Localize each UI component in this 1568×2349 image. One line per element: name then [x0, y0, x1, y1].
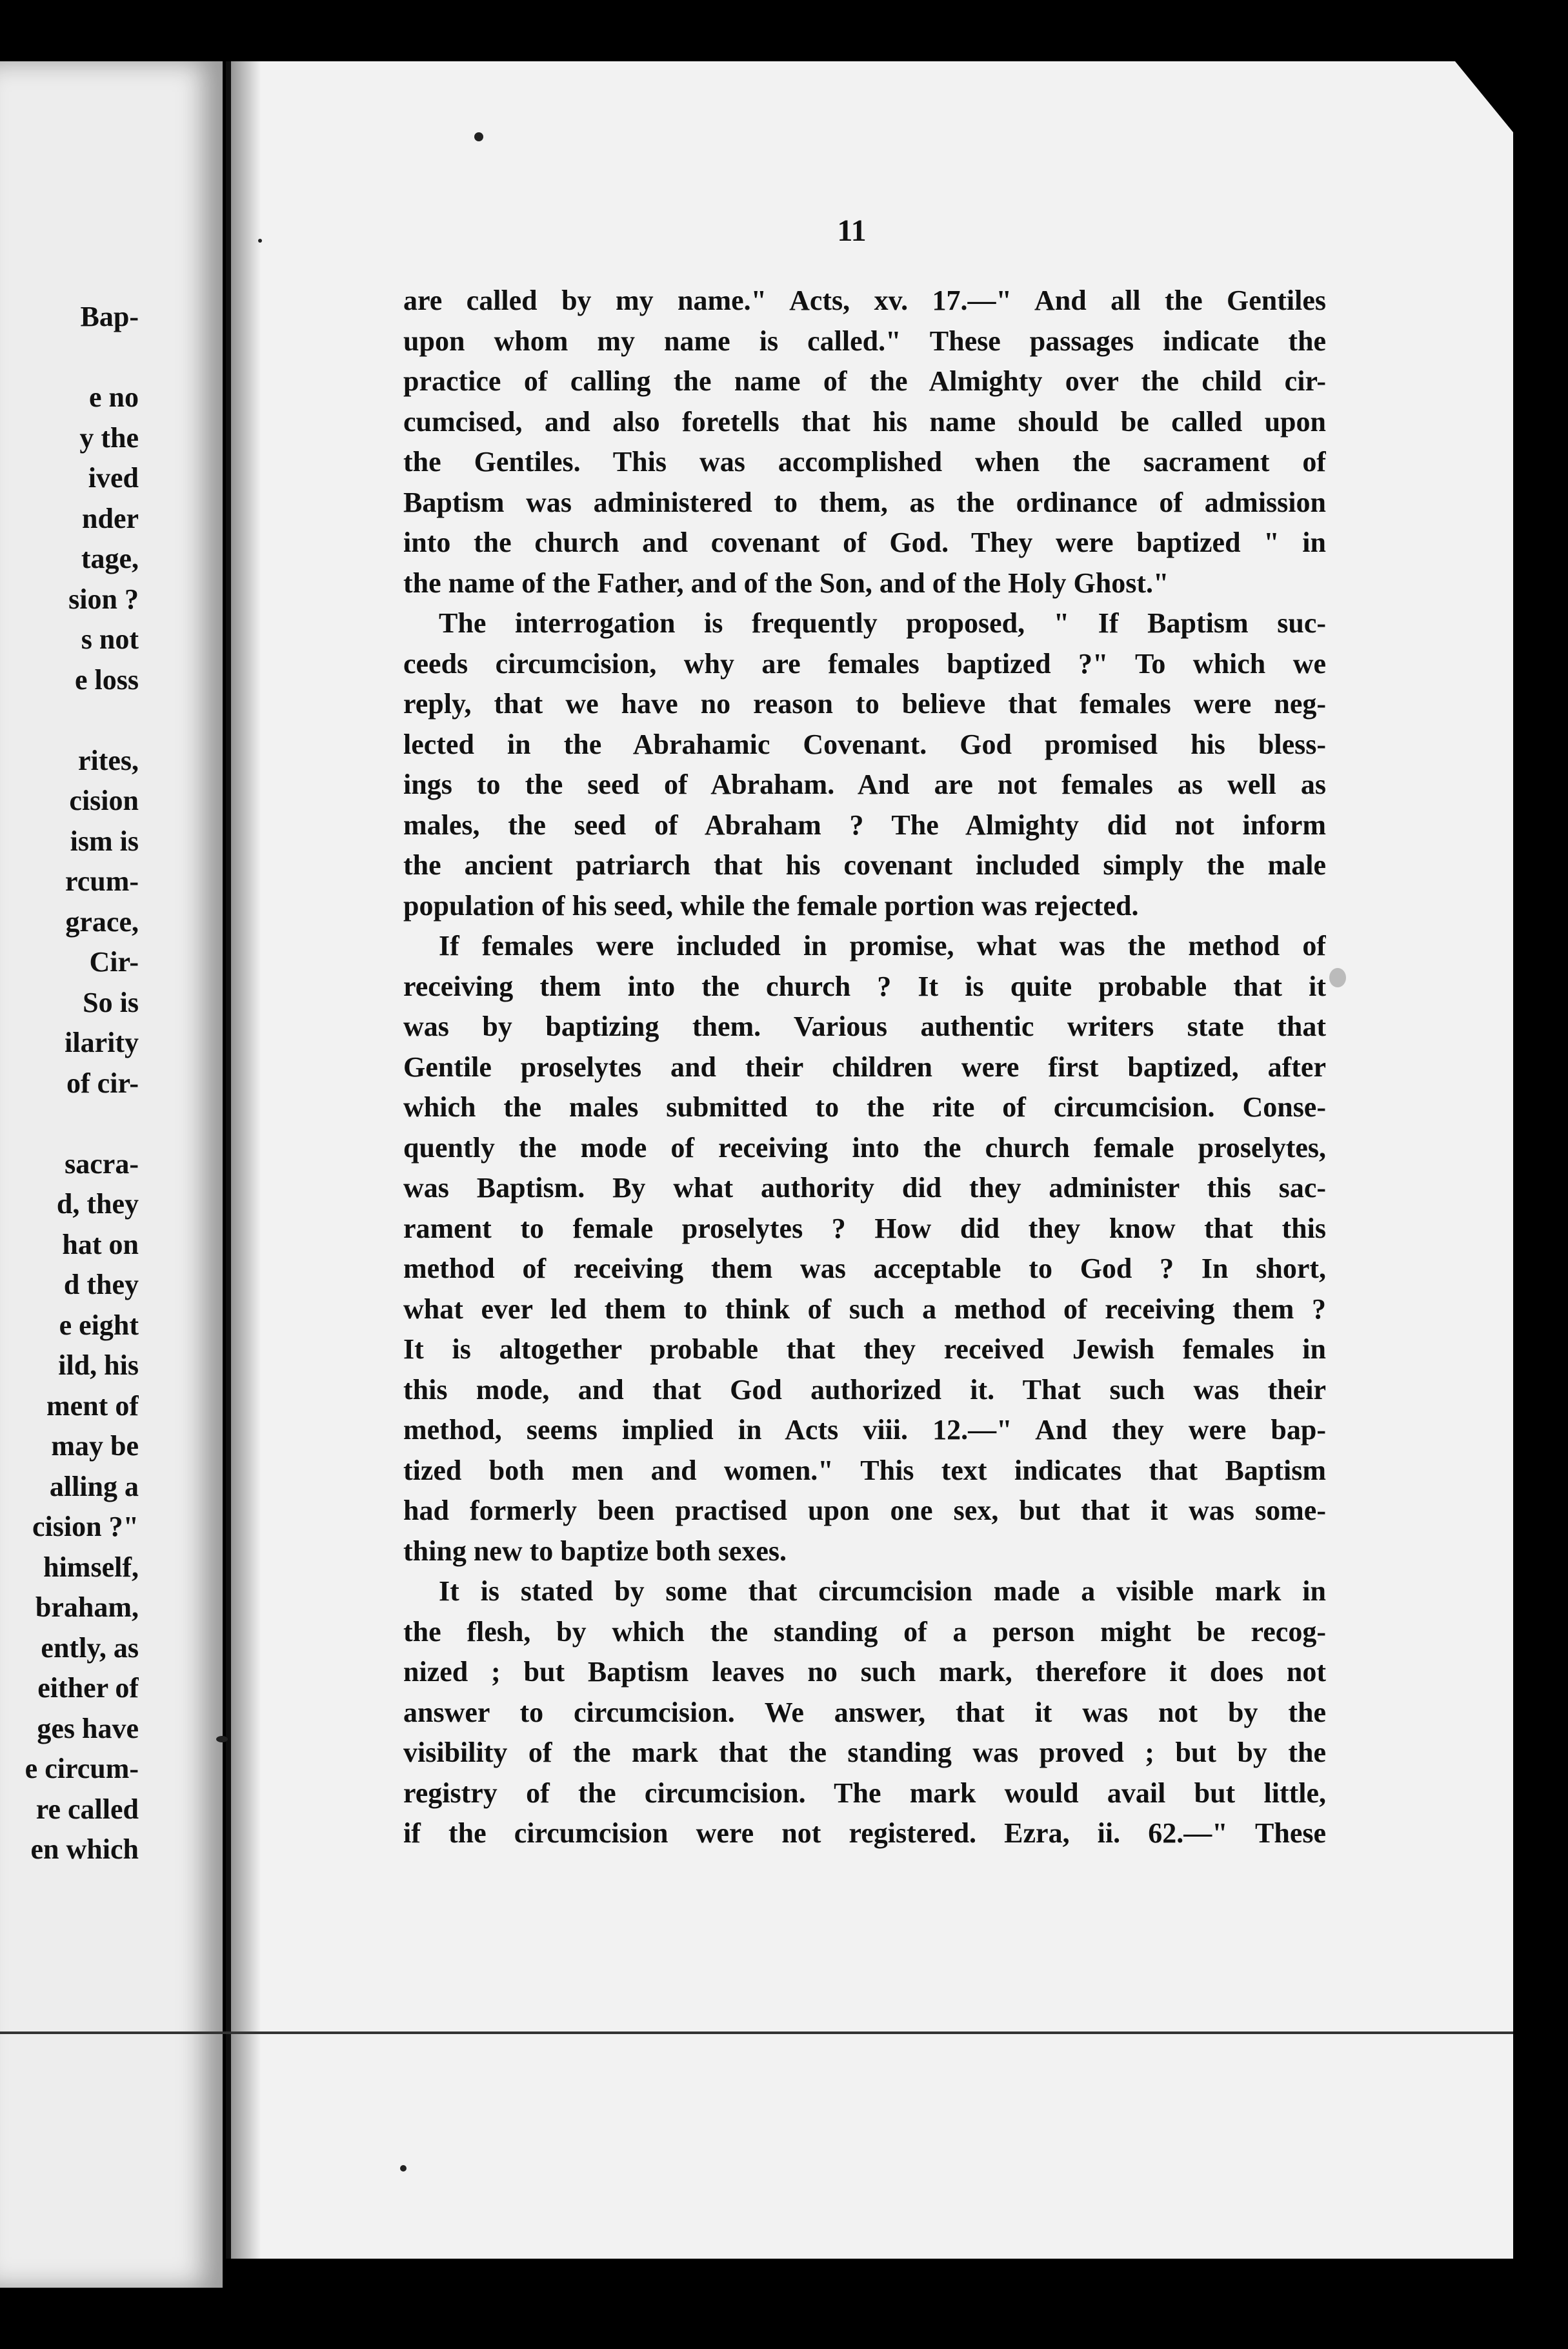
facing-page-fragment: cision: [69, 785, 139, 816]
text-line: upon whom my name is called." These passages indicate the: [403, 325, 1326, 357]
text-line: ceeds circumcision, why are females baptized ?" To which we: [403, 647, 1326, 680]
facing-page-fragment: tage,: [81, 543, 139, 574]
facing-page-fragment: sacra-: [65, 1147, 139, 1180]
facing-page-fragment: rcum-: [65, 865, 139, 897]
facing-page-fragment: en which: [30, 1833, 139, 1865]
text-line: registry of the circumcision. The mark would avail but little,: [403, 1777, 1326, 1809]
facing-page-fragment: [0, 1104, 139, 1144]
text-line: cumcised, and also foretells that his name should be called upon: [403, 405, 1326, 438]
facing-page-fragment: d, they: [56, 1188, 139, 1220]
facing-page-fragment: So is: [83, 986, 139, 1018]
text-line: was by baptizing them. Various authentic writers state that: [403, 1011, 1326, 1042]
facing-page-fragment: ently, as: [41, 1631, 139, 1664]
facing-page-fragment: Cir-: [89, 946, 139, 978]
text-line: reply, that we have no reason to believe that females were neg-: [403, 688, 1326, 720]
text-line: tized both men and women." This text indicates that Baptism: [403, 1454, 1326, 1486]
text-line: Baptism was administered to them, as the ordinance of admission: [403, 486, 1326, 518]
text-line: If females were included in promise, what was the method of: [439, 930, 1326, 962]
facing-page-fragment: y the: [79, 421, 139, 454]
text-line: population of his seed, while the female portion was rejected.: [403, 889, 1139, 922]
facing-page-fragment: either of: [37, 1672, 139, 1704]
text-line: method, seems implied in Acts viii. 12.—" And they were bap-: [403, 1414, 1326, 1446]
facing-page-fragment: ilarity: [65, 1027, 139, 1058]
facing-page-fragment: of cir-: [66, 1067, 139, 1099]
facing-page-fragment: sion ?: [68, 583, 139, 615]
facing-page-fragment: ild, his: [58, 1349, 139, 1381]
bottom-rule: [0, 2031, 1513, 2034]
facing-page-fragment: s not: [81, 623, 139, 655]
text-line: into the church and covenant of God. They were baptized " in: [403, 527, 1326, 558]
text-line: It is stated by some that circumcision made a visible mark in: [439, 1575, 1326, 1607]
text-line: what ever led them to think of such a method of receiving them ?: [403, 1293, 1326, 1325]
text-line: practice of calling the name of the Almighty over the child cir-: [403, 365, 1326, 397]
facing-page-fragment: may be: [51, 1430, 139, 1462]
text-line: was Baptism. By what authority did they administer this sac-: [403, 1172, 1326, 1204]
text-line: It is altogether probable that they received Jewish females in: [403, 1333, 1326, 1365]
facing-page-fragment: ment of: [46, 1389, 139, 1422]
text-line: the ancient patriarch that his covenant included simply the male: [403, 849, 1326, 881]
text-line: thing new to baptize both sexes.: [403, 1535, 787, 1567]
scan-speck: [474, 132, 483, 141]
text-line: males, the seed of Abraham ? The Almighty did not inform: [403, 809, 1326, 841]
facing-page-fragment: e circum-: [25, 1753, 139, 1784]
facing-page-fragment: himself,: [43, 1551, 139, 1583]
facing-page-fragment: grace,: [65, 905, 139, 938]
text-line: ings to the seed of Abraham. And are not females as well as: [403, 769, 1326, 800]
text-line: Gentile proselytes and their children were first baptized, after: [403, 1051, 1326, 1083]
gutter-shadow: [226, 61, 261, 2259]
text-line: The interrogation is frequently proposed, " If Baptism suc-: [439, 607, 1326, 639]
text-line: are called by my name." Acts, xv. 17.—" And all the Gentiles: [403, 285, 1326, 316]
facing-page-fragment: ived: [88, 462, 139, 494]
facing-page-fragment: d they: [63, 1269, 139, 1300]
facing-page-text: [0, 297, 139, 1870]
facing-page-fragment: [0, 338, 139, 378]
text-line: lected in the Abrahamic Covenant. God promised his bless-: [403, 728, 1326, 760]
scan-speck: [1329, 968, 1346, 987]
facing-page-fragment: hat on: [62, 1228, 139, 1260]
body-text: [403, 281, 1326, 1854]
facing-page-fragment: re called: [35, 1793, 139, 1825]
text-line: receiving them into the church ? It is quite probable that it: [403, 970, 1326, 1002]
text-line: the name of the Father, and of the Son, and of the Holy Ghost.": [403, 567, 1169, 599]
text-line: visibility of the mark that the standing was proved ; but by the: [403, 1737, 1326, 1768]
text-line: the flesh, by which the standing of a person might be recog-: [403, 1615, 1326, 1648]
text-line: quently the mode of receiving into the church female proselytes,: [403, 1131, 1326, 1164]
facing-page-fragment: e loss: [75, 663, 139, 696]
facing-page-fragment: cision ?": [32, 1511, 139, 1542]
facing-page-fragment: nder: [82, 502, 139, 534]
page-number: 11: [837, 214, 867, 248]
text-line: the Gentiles. This was accomplished when the sacrament of: [403, 446, 1326, 478]
scan-speck: [400, 2165, 407, 2172]
facing-page-fragment: ism is: [70, 825, 139, 857]
text-line: answer to circumcision. We answer, that it was not by the: [403, 1696, 1326, 1728]
scan-speck: [258, 239, 262, 243]
scan-speck: [216, 1736, 228, 1742]
facing-page-fragment: alling a: [49, 1470, 139, 1502]
facing-page-fragment: Bap-: [80, 301, 139, 332]
facing-page-fragment: [0, 700, 139, 741]
facing-page-fragment: e eight: [59, 1309, 139, 1341]
text-line: if the circumcision were not registered. Ezra, ii. 62.—" These: [403, 1817, 1326, 1849]
text-line: nized ; but Baptism leaves no such mark, therefore it does not: [403, 1656, 1326, 1688]
text-line: rament to female proselytes ? How did they know that this: [403, 1212, 1326, 1244]
text-line: this mode, and that God authorized it. That such was their: [403, 1373, 1326, 1406]
text-line: had formerly been practised upon one sex, but that it was some-: [403, 1495, 1326, 1526]
text-line: which the males submitted to the rite of circumcision. Conse-: [403, 1091, 1326, 1123]
facing-page-fragment: e no: [89, 381, 139, 413]
facing-page-fragment: braham,: [35, 1591, 139, 1623]
text-line: method of receiving them was acceptable to God ? In short,: [403, 1253, 1326, 1284]
facing-page-fragment: rites,: [77, 744, 139, 776]
facing-page-fragment: ges have: [37, 1712, 139, 1744]
